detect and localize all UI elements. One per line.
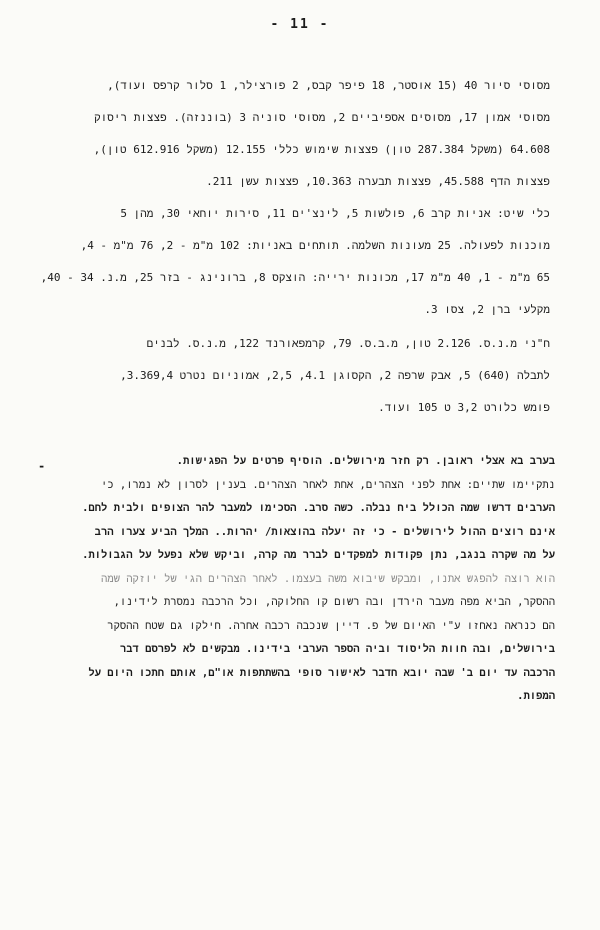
paragraph-aircraft-munitions [60, 70, 550, 198]
text-line: 65 מ"מ - 1, 40 מ"מ 17, מכונות ירייה: הוצקס 8, ברונינג - בזר 25, מ.נ. 34 - 40, [40, 271, 550, 284]
text-line: לתבלה (640) 5, אבק שרפה 2, הקסוגן 4.1, 2,5, אמוניום נטרט 3.369,4, [120, 369, 550, 382]
text-line: מסוסי סיור 40 (15 אוסטר, 18 פיפר קבס, 2 פורצילר, 1 סלור קרפס ועוד), [107, 79, 550, 92]
text-line: פומש כלורט 3,2 ט 105 ועוד. [378, 401, 550, 414]
text-line: הוא רוצה להפגש אתנו, ומבקש שיבוא משה בעצמו. לאחר הצהרים הגי של יוזקה שמה [101, 572, 555, 585]
paragraph-naval-vessels [40, 198, 550, 326]
text-line: הערבים דרשו שמה הכולל ביח נבלה. כשה סרב. הסכימו למעבר להר הצופים ולבית לחם. [82, 502, 555, 514]
text-line: 64.608 (משקל 287.384 טון) פצצות שימוש כללי 12.155 (משקל 612.916 טון), [93, 143, 550, 156]
text-line: בירושלים, ובה חוות הליסוד וביה הספר הערבי בידינו. מבקשים לא לפרסם דבר [119, 643, 555, 655]
page-number: - 11 - [270, 17, 330, 32]
text-line: המפות. [517, 690, 555, 702]
text-line: נתקיימו שתיים: אחת לפני הצהרים, אחת לאחר הצהרים. בענין לסרון לא נמרו, כי [100, 478, 555, 491]
text-line: כלי שיט: אניות קרב 6, פולשות 5, לינצ'ים 11, סירות יוחאי 30, מהן 5 [120, 207, 550, 220]
text-line: בערב בא אצלי ראובן. רק חזר מירושלים. הוסיף פרטים על הפגישות. [176, 455, 555, 467]
text-line: פצצות הדף 45.588, פצצות תבערה 10.363, פצצות עשן 211. [206, 175, 550, 188]
text-line: הרכבה עד יום ב' שבה יובא חדבר לאישור סופי בהשתתפות או"ם, אותם חתכו היום על [88, 666, 555, 679]
text-line: מסוסי אמון 17, מסוסים אספיביים 2, מסוסי סוניה 3 (בוננזה). פצצות ריסוק [94, 111, 550, 124]
text-line: הם כנראה נאחזו ע"י האיום של פ. דיין שנכבה רכבה אחרה. חילקו גם שטח ההסקר [107, 619, 555, 632]
paragraph-meeting-report [55, 450, 555, 709]
text-line: ח"ני מ.נ.ס. 2.126 טון, מ.ב.ס. 79, קרמפאורנד 122, מ.נ.ס. לבנים [146, 337, 550, 350]
paragraph-explosives [60, 328, 550, 424]
section-dash: - [38, 459, 46, 473]
text-line: אינם רוצים ההול לירושלים - כי זה יעלה בהוצאות/ יהרות.. המלך הביע צערו הרב [94, 525, 555, 538]
text-line: מוכנות לפעולה. 25 מעונות השלמה. תותחים באניות: 102 מ"מ - 2, 76 מ"מ - 4, [80, 239, 550, 252]
text-line: על מה שקרה בנגב, נתן פקודות למפקדים לברר מה קרה, וביקש שלא נפעל על הגבולות. [82, 549, 555, 561]
text-line: מקלעי ברן 2, צסו 3. [424, 303, 550, 316]
text-line: ההסקר, הביא מפה מעבר הירדן ובה רשום קו החלוקה, וכל הרכבה נמסרת לידינו, [113, 596, 555, 608]
